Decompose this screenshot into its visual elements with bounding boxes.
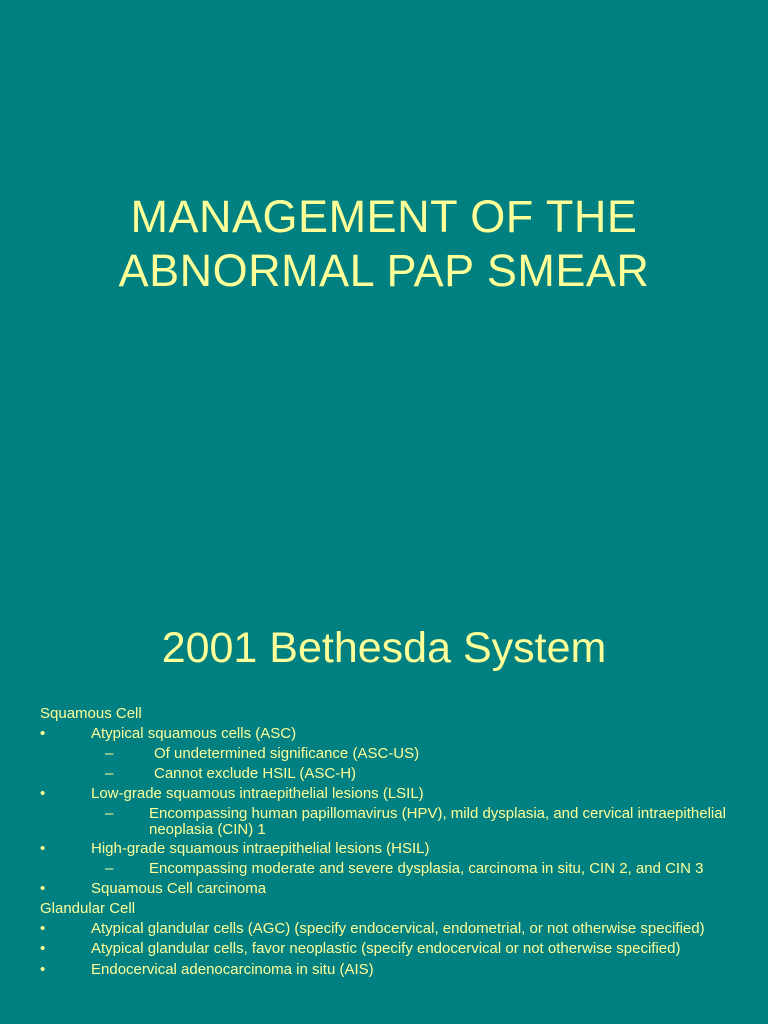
bullet-marker: • [40,840,46,857]
list-item-text: Atypical glandular cells (AGC) (specify endocervical, endometrial, or not otherwise specified) [91,919,705,937]
category-heading [40,899,740,919]
sub-list-item [40,764,740,784]
bullet-marker: • [40,725,46,742]
list-item [40,941,740,957]
title-line-1: MANAGEMENT OF THE [130,191,638,242]
list-item [40,921,740,937]
list-item-text: Squamous Cell carcinoma [91,879,267,897]
list-item-text: Atypical squamous cells (ASC) [91,725,297,742]
category-label: Glandular Cell [40,899,136,917]
bullet-marker: • [40,919,46,937]
list-item [40,962,740,978]
list-item [40,879,740,899]
list-item [40,839,740,859]
bethesda-slide [0,576,768,1024]
bullet-marker: • [40,940,46,957]
list-item-text: High-grade squamous intraepithelial lesions (HSIL) [91,840,430,857]
list-item-text: Endocervical adenocarcinoma in situ (AIS) [91,960,374,978]
slide-title [0,190,768,298]
dash-marker: – [105,860,114,877]
dash-marker: – [105,745,114,762]
category-heading [40,704,740,724]
category-label: Squamous Cell [40,705,142,722]
sub-list-item [40,861,740,877]
dash-marker: – [105,765,114,782]
sub-list-item-text: Encompassing moderate and severe dysplasia, carcinoma in situ, CIN 2, and CIN 3 [149,860,704,877]
bullet-marker: • [40,879,46,897]
bullet-marker: • [40,960,46,978]
list-item [40,724,740,744]
classification-outline [40,704,740,977]
sub-list-item-text: Cannot exclude HSIL (ASC-H) [154,765,357,782]
sub-list-item [40,806,740,837]
slide-title: 2001 Bethesda System [161,624,607,672]
dash-marker: – [105,805,114,822]
list-item [40,784,740,804]
bullet-marker: • [40,785,46,802]
sub-list-item [40,744,740,764]
list-item-text: Atypical glandular cells, favor neoplastic (specify endocervical or not otherwise specified) [91,940,681,957]
list-item-text: Low-grade squamous intraepithelial lesions (LSIL) [91,785,424,802]
title-line-2: ABNORMAL PAP SMEAR [118,245,650,296]
sub-list-item-text: Encompassing human papillomavirus (HPV), mild dysplasia, and cervical intraepithelial neoplasia (CIN) 1 [149,805,726,838]
sub-list-item-text: Of undetermined significance (ASC-US) [154,745,420,762]
